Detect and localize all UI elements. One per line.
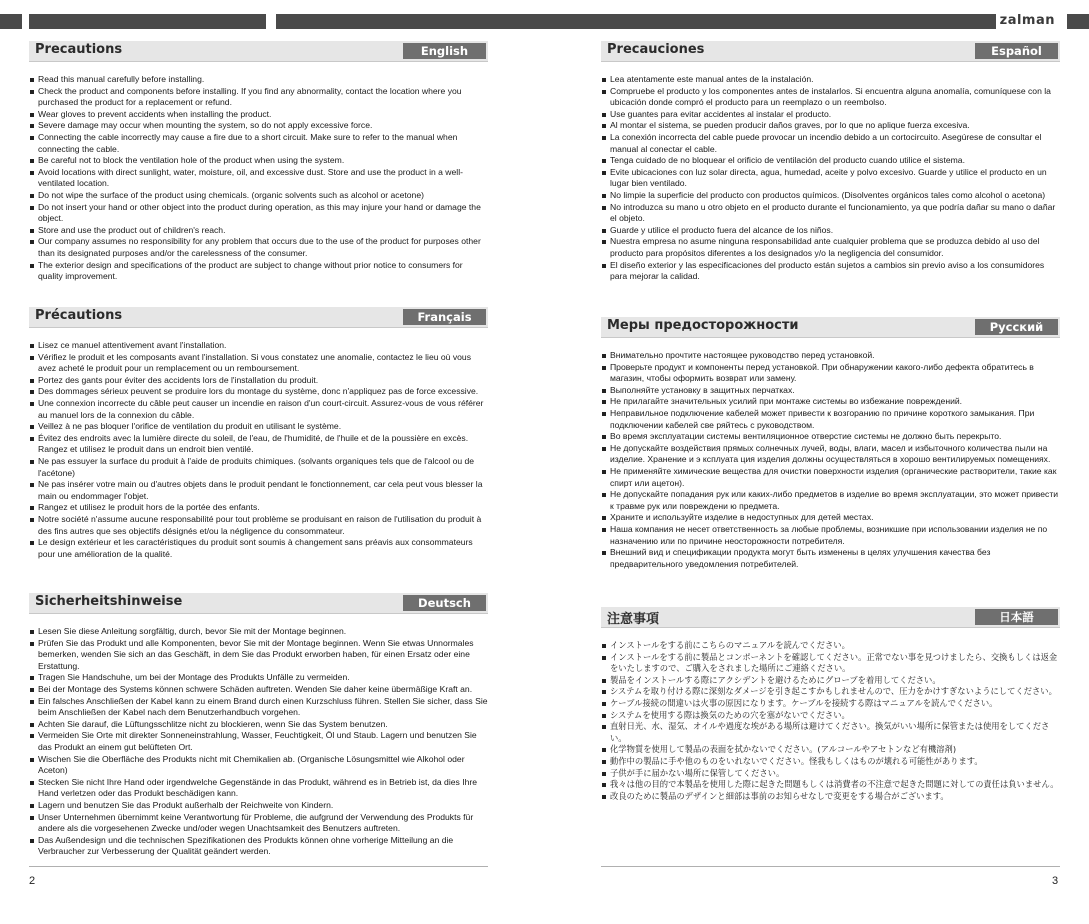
- list-item: 子供が手に届かない場所に保管してください。: [601, 768, 1060, 780]
- list-item: Stecken Sie nicht Ihre Hand oder irgendwelche Gegenstände in das Produkt, während es in Betrieb ist, da dies Ihre Hand verletzen oder das Produkt beschädigen kann.: [29, 777, 488, 800]
- list-item: Выполняйте установку в защитных перчатках.: [601, 385, 1060, 397]
- list-item: No introduzca su mano u otro objeto en el producto durante el funcionamiento, ya que podría dañar su mano o dañar el objeto.: [601, 202, 1060, 225]
- list-item: Portez des gants pour éviter des accidents lors de l'installation du produit.: [29, 375, 488, 387]
- list-item: インストールをする前にこちらのマニュアルを読んでください。: [601, 640, 1060, 652]
- list-item: Наша компания не несет ответственность за любые проблемы, возникшие при использовании изделия не по назначению или по причине неосторожности потребителя.: [601, 524, 1060, 547]
- list-item: Do not insert your hand or other object into the product during operation, as this may injure your hand or damage the object.: [29, 202, 488, 225]
- section-japanese: [601, 607, 1060, 802]
- list-item: Read this manual carefully before installing.: [29, 74, 488, 86]
- list-item: Не допускайте попадания рук или каких-либо предметов в изделие во время эксплуатации, это может привести к травме рук или повреждени ю предмета.: [601, 489, 1060, 512]
- list-item: Не прилагайте значительных усилий при монтаже системы во избежание повреждений.: [601, 396, 1060, 408]
- list-item: Connecting the cable incorrectly may cause a fire due to a short circuit. Make sure to refer to the manual when connecting the cable.: [29, 132, 488, 155]
- top-bar-left-stub: [0, 14, 22, 29]
- language-badge: English: [403, 43, 486, 59]
- language-badge: Русский: [975, 319, 1058, 335]
- page-number-left: 2: [29, 875, 36, 887]
- top-bar-center: [276, 14, 996, 29]
- section-header: [601, 607, 1060, 628]
- list-item: Vérifiez le produit et les composants avant l'installation. Si vous constatez une anomalie, contactez le lieu où vous avez acheté le produit pour un remplacement ou un remboursement.: [29, 352, 488, 375]
- section-spanish: [601, 41, 1060, 283]
- right-footer-rule: [601, 866, 1060, 867]
- precaution-list: [29, 74, 488, 283]
- list-item: Store and use the product out of children's reach.: [29, 225, 488, 237]
- list-item: El diseño exterior y las especificaciones del producto están sujetos a cambios sin previo aviso a los consumidores para mejorar la calidad.: [601, 260, 1060, 283]
- list-item: Tragen Sie Handschuhe, um bei der Montage des Produkts Unfälle zu vermeiden.: [29, 672, 488, 684]
- list-item: Check the product and components before installing. If you find any abnormality, contact the location where you purchased the product for a replacement or refund.: [29, 86, 488, 109]
- list-item: Rangez et utilisez le produit hors de la portée des enfants.: [29, 502, 488, 514]
- list-item: Не применяйте химические вещества для очистки поверхности изделия (органические растворители, такие как спирт или ацетон).: [601, 466, 1060, 489]
- list-item: 改良のために製品のデザインと細部は事前のお知らせなしで変更をする場合がございます。: [601, 791, 1060, 803]
- list-item: Be careful not to block the ventilation hole of the product when using the system.: [29, 155, 488, 167]
- list-item: Notre société n'assume aucune responsabilité pour tout problème se produisant en raison de l'utilisation du produit à des fins autres que ses objectifs désignés et/ou la négligence du consommateur.: [29, 514, 488, 537]
- list-item: Prüfen Sie das Produkt und alle Komponenten, bevor Sie mit der Montage beginnen. Wenn Sie etwas Unnormales bemerken, wenden Sie sich an das Geschäft, in dem Sie das Produkt erworben haben, für einen Ersatz oder eine Erstattung.: [29, 638, 488, 673]
- list-item: Lisez ce manuel attentivement avant l'installation.: [29, 340, 488, 352]
- section-title: Précautions: [35, 308, 123, 323]
- list-item: Das Außendesign und die technischen Spezifikationen des Produkts können ohne vorherige Mitteilung an die Verbraucher zur Verbesserung der Qualität geändert werden.: [29, 835, 488, 858]
- language-badge: 日本語: [975, 609, 1058, 625]
- section-title: Precauciones: [607, 42, 705, 57]
- section-russian: [601, 317, 1060, 570]
- section-french: [29, 307, 488, 560]
- list-item: Храните и используйте изделие в недоступных для детей местах.: [601, 512, 1060, 524]
- list-item: Al montar el sistema, se pueden producir daños graves, por lo que no aplique fuerza excesiva.: [601, 120, 1060, 132]
- list-item: Ne pas insérer votre main ou d'autres objets dans le produit pendant le fonctionnement, car cela peut vous blesser la main ou endommager l'objet.: [29, 479, 488, 502]
- top-bar-left: [29, 14, 266, 29]
- list-item: Our company assumes no responsibility for any problem that occurs due to the use of the product for purposes other than its designated purposes and/or the carelessness of the consumer.: [29, 236, 488, 259]
- list-item: Unser Unternehmen übernimmt keine Verantwortung für Probleme, die aufgrund der Verwendung des Produkts für andere als die vorgesehenen Zwecke und/oder wegen Unachtsamkeit des Benutzers auftreten.: [29, 812, 488, 835]
- list-item: Achten Sie darauf, die Lüftungsschlitze nicht zu blockieren, wenn Sie das System benutzen.: [29, 719, 488, 731]
- list-item: Severe damage may occur when mounting the system, so do not apply excessive force.: [29, 120, 488, 132]
- list-item: Avoid locations with direct sunlight, water, moisture, oil, and excessive dust. Store and use the product in a well-ventilated location.: [29, 167, 488, 190]
- section-title: Sicherheitshinweise: [35, 594, 183, 609]
- list-item: Tenga cuidado de no bloquear el orificio de ventilación del producto cuando utilice el sistema.: [601, 155, 1060, 167]
- list-item: Неправильное подключение кабелей может привести к возгоранию по причине короткого замыкания. При подключении кабелей све ряйтесь с руководством.: [601, 408, 1060, 431]
- precaution-list: [29, 626, 488, 858]
- section-title: Меры предосторожности: [607, 318, 799, 333]
- list-item: Une connexion incorrecte du câble peut causer un incendie en raison d'un court-circuit. Assurez-vous de vous référer au manuel lors de la connexion du câble.: [29, 398, 488, 421]
- list-item: 直射日光、水、湿気、オイルや過度な埃がある場所は避けてください。換気がいい場所に保管または使用をしてください。: [601, 721, 1060, 744]
- list-item: Lagern und benutzen Sie das Produkt außerhalb der Reichweite von Kindern.: [29, 800, 488, 812]
- list-item: Guarde y utilice el producto fuera del alcance de los niños.: [601, 225, 1060, 237]
- list-item: Проверьте продукт и компоненты перед установкой. При обнаружении какого-либо дефекта обратитесь в магазин, чтобы оформить возврат или замену.: [601, 362, 1060, 385]
- list-item: Внимательно прочтите настоящее руководство перед установкой.: [601, 350, 1060, 362]
- language-badge: Français: [403, 309, 486, 325]
- left-footer-rule: [29, 866, 488, 867]
- list-item: システムを取り付ける際に深刻なダメージを引き起こすかもしれませんので、圧力をかけすぎないようにしてください。: [601, 686, 1060, 698]
- section-german: [29, 593, 488, 858]
- list-item: Wischen Sie die Oberfläche des Produkts nicht mit Chemikalien ab. (Organische Lösungsmittel wie Alkohol oder Aceton): [29, 754, 488, 777]
- list-item: Évitez des endroits avec la lumière directe du soleil, de l'eau, de l'humidité, de l'huile et de la poussière en excès. Rangez et utilisez le produit dans un endroit bien ventilé.: [29, 433, 488, 456]
- list-item: Veillez à ne pas bloquer l'orifice de ventilation du produit en utilisant le système.: [29, 421, 488, 433]
- list-item: Не допускайте воздействия прямых солнечных лучей, воды, влаги, масел и избыточного количества пыли на изделие. Хранение и э ксплуата ция изделия должны осуществляться в хорошо вентилируемых помещениях.: [601, 443, 1060, 466]
- list-item: No limpie la superficie del producto con productos químicos. (Disolventes orgánicos tales como alcohol o acetona): [601, 190, 1060, 202]
- list-item: Ein falsches Anschließen der Kabel kann zu einem Brand durch einen Kurzschluss führen. Stellen Sie sicher, dass Sie beim Anschließen der Kabel nach dem Benutzerhandbuch vorgehen.: [29, 696, 488, 719]
- list-item: インストールをする前に製品とコンポーネントを確認してください。正常でない事を見つけましたら、交換もしくは返金をいたしますので、ご購入をされました場所にご連絡ください。: [601, 652, 1060, 675]
- list-item: Внешний вид и спецификации продукта могут быть изменены в целях улучшения качества без предварительного уведомления потребителей.: [601, 547, 1060, 570]
- language-badge: Deutsch: [403, 595, 486, 611]
- section-header: [601, 41, 1060, 62]
- section-header: [601, 317, 1060, 338]
- list-item: Во время эксплуатации системы вентиляционное отверстие системы не должно быть перекрыто.: [601, 431, 1060, 443]
- list-item: 我々は他の目的で本製品を使用した際に起きた問題もしくは消費者の不注意で起きた問題に対しての責任は負いません。: [601, 779, 1060, 791]
- precaution-list: [601, 350, 1060, 570]
- list-item: Le design extérieur et les caractéristiques du produit sont soumis à changement sans préavis aux consommateurs pour une amélioration de la qualité.: [29, 537, 488, 560]
- top-bar-right-stub: [1067, 14, 1089, 29]
- list-item: 化学物質を使用して製品の表面を拭かないでください。(アルコールやアセトンなど有機溶剤): [601, 744, 1060, 756]
- list-item: Do not wipe the surface of the product using chemicals. (organic solvents such as alcohol or acetone): [29, 190, 488, 202]
- section-english: [29, 41, 488, 283]
- precaution-list: [601, 640, 1060, 802]
- section-header: [29, 593, 488, 614]
- list-item: Des dommages sérieux peuvent se produire lors du montage du système, donc n'appliquez pas de force excessive.: [29, 386, 488, 398]
- precaution-list: [601, 74, 1060, 283]
- list-item: 動作中の製品に手や他のものをいれないでください。怪我もしくはものが壊れる可能性があります。: [601, 756, 1060, 768]
- brand-logo: zalman: [999, 13, 1055, 28]
- list-item: Bei der Montage des Systems können schwere Schäden auftreten. Wenden Sie daher keine übermäßige Kraft an.: [29, 684, 488, 696]
- list-item: Ne pas essuyer la surface du produit à l'aide de produits chimiques. (solvants organiques tels que de l'alcool ou de l'acétone): [29, 456, 488, 479]
- language-badge: Español: [975, 43, 1058, 59]
- list-item: ケーブル接続の間違いは火事の原因になります。ケーブルを接続する際はマニュアルを読んでください。: [601, 698, 1060, 710]
- section-title: Precautions: [35, 42, 123, 57]
- list-item: Lesen Sie diese Anleitung sorgfältig, durch, bevor Sie mit der Montage beginnen.: [29, 626, 488, 638]
- page-number-right: 3: [1052, 875, 1059, 887]
- section-header: [29, 41, 488, 62]
- list-item: The exterior design and specifications of the product are subject to change without prior notice to consumers for quality improvement.: [29, 260, 488, 283]
- list-item: 製品をインストールする際にアクシデントを避けるためにグローブを着用してください。: [601, 675, 1060, 687]
- list-item: Evite ubicaciones con luz solar directa, agua, humedad, aceite y polvo excesivo. Guarde y utilice el producto en un lugar bien ventilado.: [601, 167, 1060, 190]
- list-item: Compruebe el producto y los componentes antes de instalarlos. Si encuentra alguna anomalía, comuníquese con la ubicación donde compró el producto para un reemplazo o un reembolso.: [601, 86, 1060, 109]
- section-title: 注意事項: [607, 612, 660, 627]
- list-item: システムを使用する際は換気のための穴を塞がないでください。: [601, 710, 1060, 722]
- list-item: Use guantes para evitar accidentes al instalar el producto.: [601, 109, 1060, 121]
- list-item: Wear gloves to prevent accidents when installing the product.: [29, 109, 488, 121]
- section-header: [29, 307, 488, 328]
- list-item: La conexión incorrecta del cable puede provocar un incendio debido a un cortocircuito. Asegúrese de consultar el manual al conectar el cable.: [601, 132, 1060, 155]
- list-item: Nuestra empresa no asume ninguna responsabilidad ante cualquier problema que se produzca debido al uso del producto para propósitos diferentes a los designados y/o la negligencia del consumidor.: [601, 236, 1060, 259]
- precaution-list: [29, 340, 488, 560]
- list-item: Vermeiden Sie Orte mit direkter Sonneneinstrahlung, Wasser, Feuchtigkeit, Öl und Staub. Lagern und benutzen Sie das Produkt an einem gut belüfteten Ort.: [29, 730, 488, 753]
- list-item: Lea atentamente este manual antes de la instalación.: [601, 74, 1060, 86]
